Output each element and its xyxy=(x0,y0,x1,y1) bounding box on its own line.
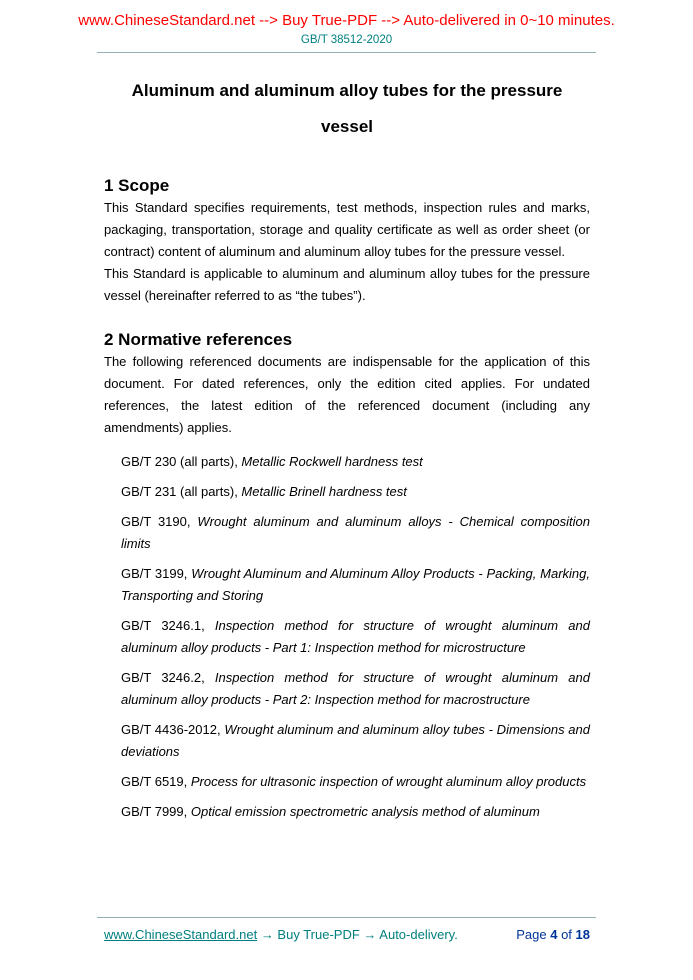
references-list xyxy=(104,451,590,823)
reference-code: GB/T 3199, xyxy=(121,566,192,581)
reference-item xyxy=(121,481,590,503)
page-indicator xyxy=(516,926,590,944)
document-content xyxy=(0,73,693,823)
of-label: of xyxy=(561,927,572,942)
scope-paragraph-1: This Standard specifies requirements, test methods, inspection rules and marks, packaging, transportation, storage and quality certificate as well as order sheet (or contract) content of aluminum and aluminum alloy tubes for the pressure vessel. xyxy=(104,200,590,259)
reference-item xyxy=(121,615,590,659)
reference-title: Metallic Rockwell hardness test xyxy=(241,454,423,469)
reference-item xyxy=(121,511,590,555)
reference-title: Inspection method for structure of wrought aluminum and aluminum alloy products - Part 2: Inspection method for macrostructure xyxy=(121,670,590,707)
reference-code: GB/T 3246.1, xyxy=(121,618,215,633)
reference-title: Inspection method for structure of wrought aluminum and aluminum alloy products - Part 1: Inspection method for microstructure xyxy=(121,618,590,655)
reference-item xyxy=(121,667,590,711)
reference-title: Optical emission spectrometric analysis method of aluminum xyxy=(190,804,540,819)
normative-intro-paragraph: The following referenced documents are indispensable for the application of this document. For dated references, only the edition cited applies. For undated references, the latest edition of the referenced document (including any amendments) applies. xyxy=(104,354,590,435)
page-label: Page xyxy=(516,927,547,942)
document-title: Aluminum and aluminum alloy tubes for the pressure vessel xyxy=(131,81,563,136)
standard-code: GB/T 38512-2020 xyxy=(300,34,393,46)
footer-row xyxy=(0,918,693,944)
footer-site-link[interactable]: www.ChineseStandard.net xyxy=(104,927,258,942)
reference-code: GB/T 230 (all parts), xyxy=(121,454,242,469)
reference-code: GB/T 3246.2, xyxy=(121,670,215,685)
scope-paragraph-2: This Standard is applicable to aluminum and aluminum alloy tubes for the pressure vessel (hereinafter referred to as “the tubes”). xyxy=(104,266,590,303)
reference-code: GB/T 7999, xyxy=(121,804,191,819)
reference-title: Wrought aluminum and aluminum alloy tubes - Dimensions and deviations xyxy=(121,722,590,759)
page-total: 18 xyxy=(575,927,590,942)
footer-tail-text: → Buy True-PDF → Auto-delivery. xyxy=(257,927,458,942)
header-divider xyxy=(97,52,596,53)
reference-item xyxy=(121,451,590,473)
reference-code: GB/T 6519, xyxy=(121,774,191,789)
reference-title: Metallic Brinell hardness test xyxy=(241,484,407,499)
reference-item xyxy=(121,771,590,793)
page-footer xyxy=(0,917,693,980)
reference-title: Process for ultrasonic inspection of wrought aluminum alloy products xyxy=(190,774,587,789)
reference-code: GB/T 4436-2012, xyxy=(121,722,225,737)
reference-item xyxy=(121,563,590,607)
footer-promo xyxy=(104,926,458,944)
reference-item xyxy=(121,801,590,823)
reference-item xyxy=(121,719,590,763)
section-heading-scope: 1 Scope xyxy=(104,176,170,195)
reference-code: GB/T 3190, xyxy=(121,514,198,529)
reference-title: Wrought aluminum and aluminum alloys - Chemical composition limits xyxy=(121,514,591,551)
section-heading-normative-references: 2 Normative references xyxy=(104,330,293,349)
reference-title: Wrought Aluminum and Aluminum Alloy Products - Packing, Marking, Transporting and Storing xyxy=(121,566,590,603)
promo-banner: www.ChineseStandard.net --> Buy True-PDF --> Auto-delivered in 0~10 minutes. xyxy=(78,12,615,29)
page-number: 4 xyxy=(550,927,558,942)
page-header xyxy=(0,0,693,47)
reference-code: GB/T 231 (all parts), xyxy=(121,484,242,499)
